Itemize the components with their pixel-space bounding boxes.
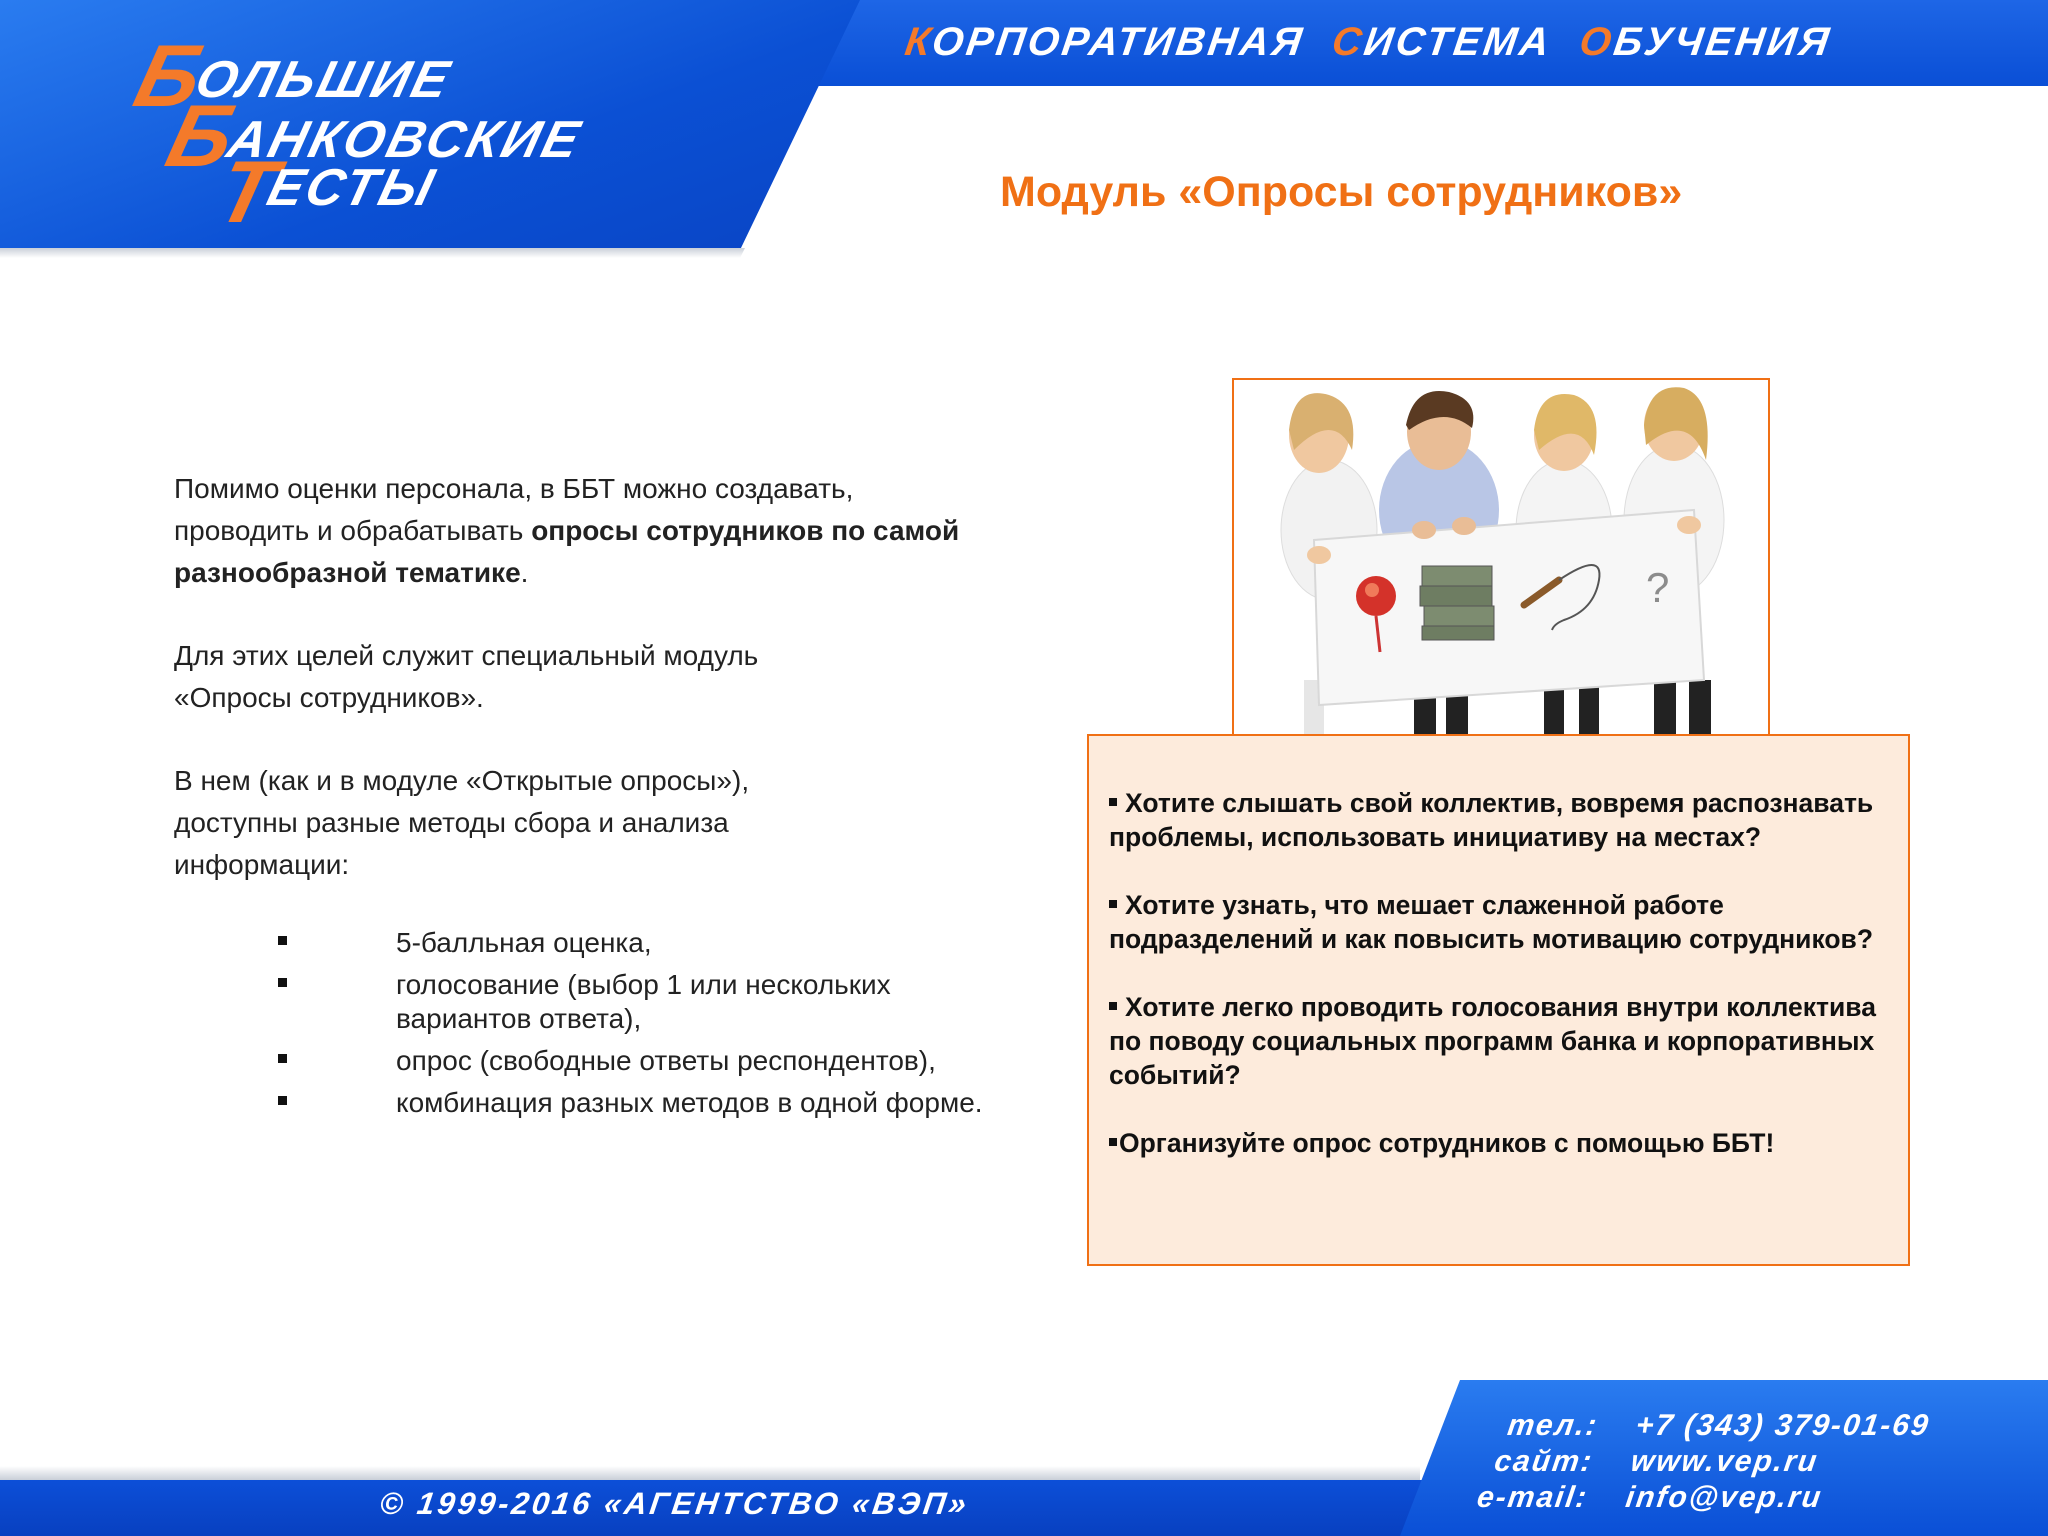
info-item: Хотите легко проводить голосования внутри коллектива по поводу социальных программ банка и корпоративных событий? — [1109, 992, 1876, 1090]
site-link[interactable]: www.vep.ru — [1628, 1445, 1821, 1478]
team-photo — [1232, 378, 1770, 740]
footer-shadow — [0, 1466, 1420, 1480]
info-box — [1087, 734, 1910, 1266]
site-row: сайт: www.vep.ru — [1492, 1445, 1821, 1478]
info-item: Организуйте опрос сотрудников с помощью ББТ! — [1109, 1126, 1899, 1160]
info-item: Хотите слышать свой коллектив, вовремя распознавать проблемы, использовать инициативу на местах? — [1109, 788, 1874, 852]
email-link[interactable]: info@vep.ru — [1623, 1481, 1825, 1514]
svg-text:?: ? — [1646, 564, 1670, 611]
intro-text — [174, 468, 974, 927]
phone-row: тел.: +7 (343) 379-01-69 — [1505, 1409, 1933, 1442]
intro-paragraph-3: В нем (как и в модуле «Открытые опросы»), доступны разные методы сбора и анализа информации: — [174, 765, 750, 880]
logo-line-1: Б ОЛЬШИЕ — [125, 26, 458, 125]
phone-number[interactable]: +7 (343) 379-01-69 — [1633, 1409, 1933, 1442]
photo-illustration — [1234, 380, 1768, 738]
footer-contacts — [1452, 1408, 1932, 1516]
intro-paragraph-2: Для этих целей служит специальный модуль «Опросы сотрудников». — [174, 640, 759, 713]
logo-line-3: Т ЕСТЫ — [207, 142, 443, 241]
email-row: e-mail: info@vep.ru — [1474, 1481, 1825, 1514]
info-item: Хотите узнать, что мешает слаженной работе подразделений и как повысить мотивацию сотрудников? — [1109, 890, 1874, 954]
list-item: комбинация разных методов в одной форме. — [272, 1086, 992, 1120]
list-item: опрос (свободные ответы респондентов), — [272, 1044, 992, 1078]
footer-copyright: © 1999-2016 «АГЕНТСТВО «ВЭП» — [377, 1486, 972, 1521]
logo-line-2: Б АНКОВСКИЕ — [157, 86, 589, 185]
list-item: голосование (выбор 1 или нескольких вариантов ответа), — [272, 968, 992, 1036]
logo-shadow — [0, 248, 760, 258]
intro-paragraph-1: Помимо оценки персонала, в ББТ можно создавать, проводить и обрабатывать опросы сотрудников по самой разнообразной тематике. — [174, 473, 960, 588]
list-item: 5-балльная оценка, — [272, 926, 992, 960]
methods-list — [272, 926, 992, 1128]
corporate-title: КОРПОРАТИВНАЯ СИСТЕМА ОБУЧЕНИЯ — [902, 20, 1835, 64]
page-title: Модуль «Опросы сотрудников» — [1000, 168, 1683, 216]
